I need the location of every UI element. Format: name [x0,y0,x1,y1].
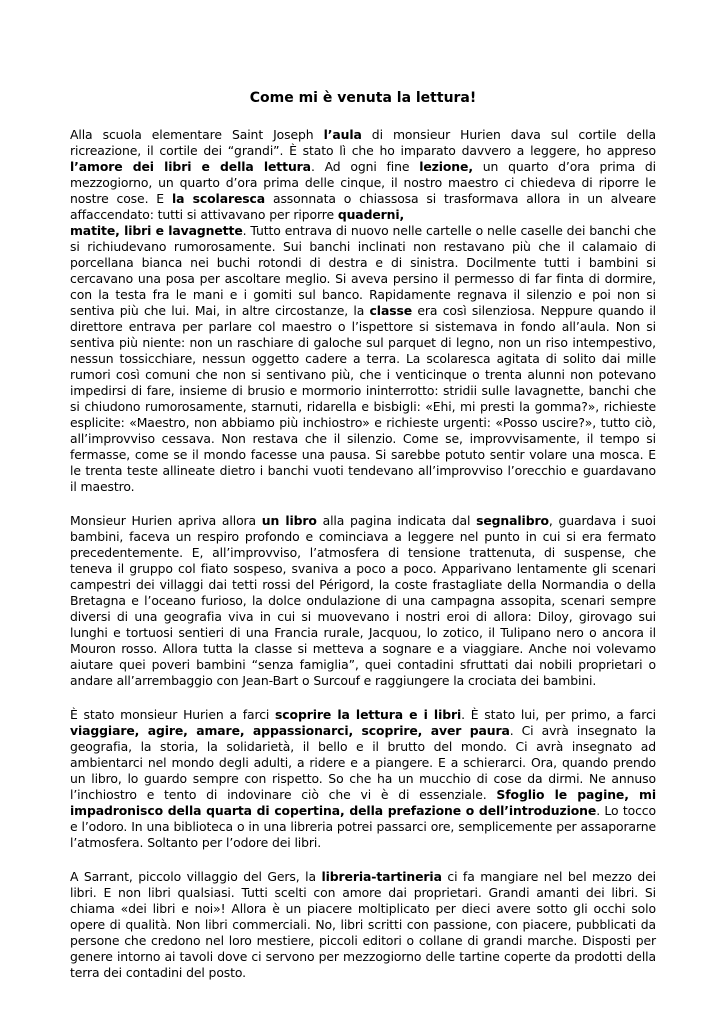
text-run: . Lo tocco e l’odoro. In una biblioteca o in una libreria potrei passarci ore, semplicemente per assaporarne l’atmosfera. Soltanto per l’odore dei libri. [70,803,656,850]
paragraph [70,513,656,689]
bold-text: matite, libri e lavagnette [70,223,243,238]
bold-text: l’aula [323,127,362,142]
document-page [70,90,656,999]
bold-text: classe [369,303,413,318]
bold-text: quaderni, [337,207,405,222]
text-run: È stato monsieur Hurien a farci [70,707,276,722]
text-run: A Sarrant, piccolo villaggio del Gers, la [70,869,322,884]
text-run: era così silenziosa. Neppure quando il direttore entrava per parlare col maestro o l’ispettore si sistemava in fondo all’aula. Non si sentiva più niente: non un raschiare di galoche sul parquet di legno, non un riso intempestivo, nessun tossicchiare, nessun oggetto cadere a terra. La scolaresca agitata di solito dai mille rumori così comuni che non si sentivano più, che i venticinque o trenta alunni non potevano impedirsi di fare, insieme di brusio e mormorio ininterrotto: stridii sulle lavagnette, banchi che si chiudono rumorosamente, starnuti, ridarella e bisbigli: «Ehi, mi presti la gomma?», richieste esplicite: «Maestro, non abbiamo più inchiostro» e richieste urgenti: «Posso uscire?», tutto ciò, all’improvviso cessava. Non restava che il silenzio. Come se, improvvisamente, il tempo si fermasse, come se il mondo facesse una pausa. Si sarebbe potuto sentir volare una mosca. E le trenta teste allineate dietro i banchi vuoti tendevano all’improvviso l’orecchio e guardavano il maestro. [70,303,656,494]
document-title: Come mi è venuta la lettura! [249,90,477,106]
text-run: . Tutto entrava di nuovo nelle cartelle o nelle caselle dei banchi che si richiudevano rumorosamente. Sui banchi inclinati non restavano più che il calamaio di porcellana bianca nei buchi rotondi di destra e di sinistra. Docilmente tutti i bambini si cercavano una posa per ascoltare meglio. Si aveva persino il permesso di far finta di dormire, con la testa fra le mani e i gomiti sul banco. Rapidamente regnava il silenzio e poi non si sentiva più che lui. Mai, in altre circostanze, la [70,223,656,318]
text-run: Alla scuola elementare Saint Joseph [70,127,324,142]
text-run: . Ci avrà insegnato la geografia, la storia, la solidarietà, il bello e il brutto del mondo. Ci avrà insegnato ad ambientarci nel mondo degli adulti, a ridere e a piangere. E a schierarci. Ora, quando prendo un libro, lo guardo sempre con rispetto. So che ha un mucchio di cose da dirmi. Ne annuso l’inchiostro e tento di indovinare ciò che vi è di essenziale. [70,723,656,802]
bold-text: un libro [261,513,317,528]
bold-text: segnalibro [476,513,549,528]
text-run: Monsieur Hurien apriva allora [70,513,262,528]
bold-text: viaggiare, agire, amare, appassionarci, scoprire, aver paura [70,723,510,738]
paragraph [70,127,656,495]
bold-text: la scolaresca [171,191,266,206]
text-run: , guardava i suoi bambini, faceva un respiro profondo e cominciava a leggere nel punto in cui si era fermato precedentemente. E, all’improvviso, l’atmosfera di tensione trattenuta, di suspense, che teneva il gruppo col fiato sospeso, svaniva a poco a poco. Apparivano lentamente gli scenari campestri dei villaggi dai tetti rossi del Périgord, la coste frastagliate della Normandia o della Bretagna e l’oceano furioso, la dolce ondulazione di una campagna assopita, scenari sempre diversi di una geografia viva in cui si muovevano i nostri eroi di allora: Diloy, girovago sui lunghi e tortuosi sentieri di una Francia rurale, Jacquou, lo zotico, il Tulipano nero o ancora il Mouron rosso. Allora tutta la classe si metteva a sognare e a viaggiare. Anche noi volevamo aiutare quei poveri bambini “senza famiglia”, quei contadini sfruttati dai nobili proprietari o andare all’arrembaggio con Jean-Bart o Surcouf e raggiungere la crociata dei bambini. [70,513,656,688]
document-body [70,127,656,981]
text-run: assonnata o chiassosa si trasformava allora in un alveare affaccendato: tutti si attivavano per riporre [70,191,657,222]
text-run: un quarto d’ora prima di mezzogiorno, un quarto d’ora prima delle cinque, il nostro maestro ci chiedeva di riporre le nostre cose. E [70,159,656,206]
text-run: di monsieur Hurien dava sul cortile della ricreazione, il cortile dei “grandi”. È stato lì che ho imparato davvero a leggere, ho appreso [70,127,657,158]
text-run: . È stato lui, per primo, a farci [461,707,656,722]
text-run: alla pagina indicata dal [316,513,477,528]
bold-text: l’amore dei libri e della lettura [70,159,311,174]
bold-text: lezione, [419,159,473,174]
bold-text: libreria-tartineria [321,869,442,884]
text-run: . Ad ogni fine [310,159,420,174]
text-run: ci fa mangiare nel bel mezzo dei libri. E non libri qualsiasi. Tutti scelti con amore dai proprietari. Grandi amanti dei libri. Si chiama «dei libri e noi»! Allora è un piacere moltiplicato per dieci avere sotto gli occhi solo opere di qualità. Non libri commerciali. No, libri scritti con passione, con piacere, pubblicati da persone che credono nel loro mestiere, piccoli editori o collane di grandi marche. Disposti per genere intorno ai tavoli dove ci servono per mezzogiorno delle tartine coperte da prodotti della terra dei contadini del posto. [70,869,656,980]
bold-text: scoprire la lettura e i libri [275,707,462,722]
paragraph [70,707,656,851]
paragraph [70,869,656,981]
bold-text: Sfoglio le pagine, mi impadronisco della quarta di copertina, della prefazione o dell’introduzione [70,787,657,818]
